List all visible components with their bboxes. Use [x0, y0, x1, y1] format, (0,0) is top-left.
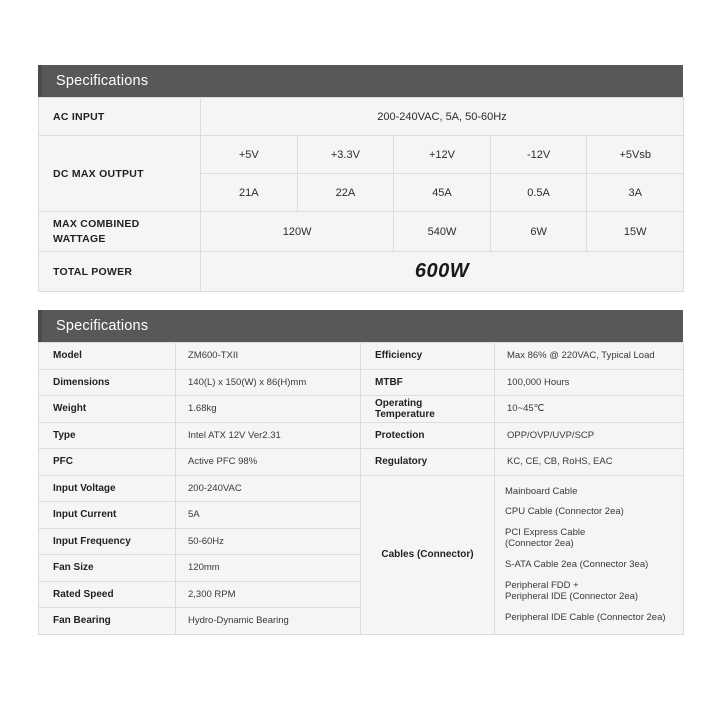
total-power-value: 600W	[414, 260, 470, 282]
row-label-line-2: WATTAGE	[53, 232, 106, 245]
table-row	[39, 343, 684, 370]
cable-item-line-2: (Connector 2ea)	[505, 538, 574, 550]
cable-item	[505, 580, 673, 603]
detail-specifications-table	[38, 342, 684, 635]
rail-amp-cell: 0.5A	[490, 174, 587, 212]
spec-value: Intel ATX 12V Ver2.31	[176, 422, 361, 449]
row-label-ac-input: AC INPUT	[39, 98, 201, 136]
spec-value: 5A	[176, 502, 361, 529]
cables-list-cell	[495, 475, 684, 634]
power-specifications-block	[38, 65, 683, 292]
spec-value: KC, CE, CB, RoHS, EAC	[495, 449, 684, 476]
cable-item-line-1: PCI Express Cable	[505, 526, 586, 538]
cable-item-line-1: Peripheral IDE Cable (Connector 2ea)	[505, 611, 666, 623]
cables-list	[505, 477, 673, 633]
table-row	[39, 369, 684, 396]
rail-name-cell: +5V	[201, 136, 298, 174]
power-specifications-title: Specifications	[56, 73, 149, 89]
spec-key: Operating Temperature	[361, 396, 495, 423]
spec-key: Rated Speed	[39, 581, 176, 608]
detail-specifications-header	[38, 310, 683, 342]
wattage-cell: 6W	[490, 212, 587, 252]
spec-key: Fan Size	[39, 555, 176, 582]
spec-key: Input Voltage	[39, 475, 176, 502]
spec-key: Weight	[39, 396, 176, 423]
cable-item-line-1: S-ATA Cable 2ea (Connector 3ea)	[505, 559, 649, 570]
row-value-total-power	[201, 252, 684, 292]
spec-value: OPP/OVP/UVP/SCP	[495, 422, 684, 449]
rail-name-cell: +3.3V	[297, 136, 394, 174]
detail-specifications-title: Specifications	[56, 318, 149, 334]
rail-amp-cell: 21A	[201, 174, 298, 212]
spec-key: Dimensions	[39, 369, 176, 396]
spec-key: Model	[39, 343, 176, 370]
table-row	[39, 475, 684, 502]
rail-name-cell: -12V	[490, 136, 587, 174]
spec-value: Active PFC 98%	[176, 449, 361, 476]
wattage-cell: 120W	[201, 212, 394, 252]
spec-key: Regulatory	[361, 449, 495, 476]
row-value-ac-input: 200-240VAC, 5A, 50-60Hz	[201, 98, 684, 136]
spec-key: Input Current	[39, 502, 176, 529]
cable-item-line-1: Mainboard Cable	[505, 485, 578, 497]
spec-value: 2,300 RPM	[176, 581, 361, 608]
cable-item	[505, 559, 673, 571]
rail-name-cell: +12V	[394, 136, 491, 174]
spec-value: 50-60Hz	[176, 528, 361, 555]
power-specifications-table	[38, 97, 684, 292]
spec-value: 140(L) x 150(W) x 86(H)mm	[176, 369, 361, 396]
spec-value: 100,000 Hours	[495, 369, 684, 396]
power-specifications-header	[38, 65, 683, 97]
cable-item	[505, 506, 673, 518]
spec-key: Protection	[361, 422, 495, 449]
spec-value: 10~45℃	[495, 396, 684, 423]
spec-key: MTBF	[361, 369, 495, 396]
spec-key: Fan Bearing	[39, 608, 176, 635]
table-row-dc-rails	[39, 136, 684, 174]
table-row-max-combined-wattage	[39, 212, 684, 252]
rail-amp-cell: 45A	[394, 174, 491, 212]
row-label-max-combined-wattage	[39, 212, 201, 252]
spec-key: PFC	[39, 449, 176, 476]
wattage-cell: 15W	[587, 212, 684, 252]
cable-item	[505, 486, 673, 498]
spec-value: Max 86% @ 220VAC, Typical Load	[495, 343, 684, 370]
cable-item	[505, 612, 673, 624]
rail-name-cell: +5Vsb	[587, 136, 684, 174]
table-row	[39, 396, 684, 423]
rail-amp-cell: 3A	[587, 174, 684, 212]
spec-key-cables: Cables (Connector)	[361, 475, 495, 634]
row-label-line-1: MAX COMBINED	[53, 218, 140, 231]
table-row	[39, 422, 684, 449]
table-row	[39, 449, 684, 476]
cable-item-line-2: Peripheral IDE (Connector 2ea)	[505, 591, 639, 603]
row-label-total-power: TOTAL POWER	[39, 252, 201, 292]
spec-value: 200-240VAC	[176, 475, 361, 502]
spec-key: Type	[39, 422, 176, 449]
cable-item-line-1: Peripheral FDD +	[505, 579, 579, 591]
table-row-ac-input	[39, 98, 684, 136]
spec-key: Input Frequency	[39, 528, 176, 555]
cable-item	[505, 527, 673, 550]
table-row-total-power	[39, 252, 684, 292]
rail-amp-cell: 22A	[297, 174, 394, 212]
cable-item-line-1: CPU Cable (Connector 2ea)	[505, 506, 624, 518]
spec-value: ZM600-TXII	[176, 343, 361, 370]
spec-value: Hydro-Dynamic Bearing	[176, 608, 361, 635]
row-label-dc-max-output: DC MAX OUTPUT	[39, 136, 201, 212]
spec-value: 1.68kg	[176, 396, 361, 423]
wattage-cell: 540W	[394, 212, 491, 252]
spec-key: Efficiency	[361, 343, 495, 370]
spec-value: 120mm	[176, 555, 361, 582]
detail-specifications-block	[38, 310, 683, 635]
